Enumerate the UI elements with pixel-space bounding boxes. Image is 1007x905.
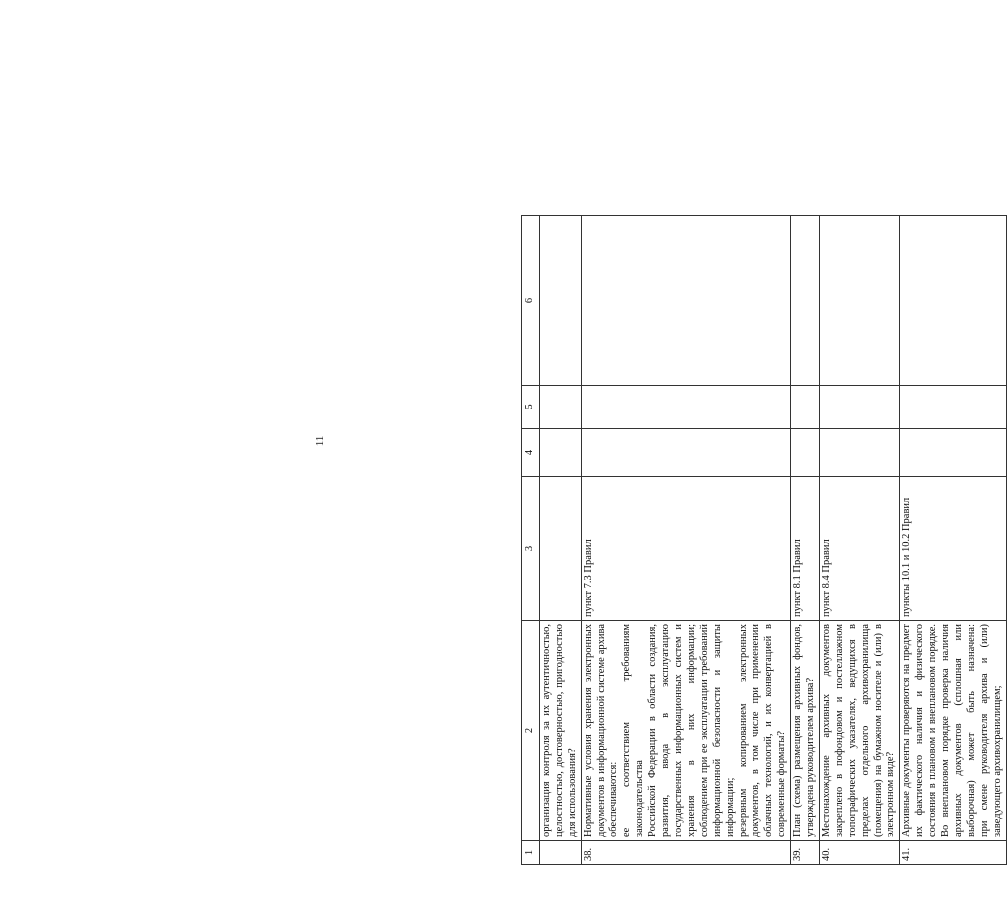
table-row: [819, 216, 899, 865]
requirement-line: обеспечиваются:: [608, 761, 620, 837]
requirement-line: выборочная) может быть назначена:: [965, 624, 977, 837]
row-number: 41.: [900, 841, 1006, 865]
requirement-line: государственных информационных систем и: [672, 624, 684, 837]
requirement-line: облачных технологий, и их конвертацией в: [763, 624, 775, 837]
requirement-line: их фактического наличия и физического: [914, 624, 926, 837]
row-legal-reference: пункты 10.1 и 10.2 Правил: [900, 477, 1006, 621]
requirement-line: Российской Федерации в области создания,: [647, 624, 659, 837]
answer-yes-cell: [900, 429, 1006, 477]
requirement-line: резервным копированием электронных: [737, 624, 749, 837]
requirement-line: организация контроля за их аутентичностью,: [540, 624, 552, 837]
requirement-line: документов, в том числе при применении: [750, 624, 762, 837]
answer-no-cell: [791, 386, 820, 429]
answer-yes-cell: [819, 429, 899, 477]
row-number: 40.: [819, 841, 899, 865]
requirement-line: Местонахождение архивных документов: [820, 624, 832, 837]
table-row: [539, 216, 581, 865]
requirement-line: соблюдением при ее эксплуатации требований: [698, 624, 710, 837]
row-legal-reference: пункт 8.4 Правил: [819, 477, 899, 621]
requirement-line: развития, ввода в эксплуатацию: [660, 624, 672, 837]
answer-no-cell: [819, 386, 899, 429]
answer-yes-cell: [539, 429, 581, 477]
inspection-table: [521, 215, 1007, 865]
row-legal-reference: [539, 477, 581, 621]
requirement-line: топографических указателях, ведущихся в: [846, 624, 858, 837]
row-requirement: [581, 621, 791, 841]
header-col-6: 6: [522, 216, 540, 386]
page-number: 11: [314, 435, 326, 447]
requirement-line: состояния в плановом и внеплановом порядке.: [927, 624, 939, 837]
row-requirement: [819, 621, 899, 841]
answer-yes-cell: [581, 429, 791, 477]
requirement-line: информационной безопасности и защиты: [711, 624, 723, 837]
row-legal-reference: пункт 7.3 Правил: [581, 477, 791, 621]
note-cell: [791, 216, 820, 386]
table-row: [900, 216, 1006, 865]
header-col-3: 3: [522, 477, 540, 621]
note-cell: [539, 216, 581, 386]
row-number: 39.: [791, 841, 820, 865]
note-cell: [819, 216, 899, 386]
header-col-5: 5: [522, 386, 540, 429]
requirement-line: архивных документов (сплошная или: [953, 624, 964, 837]
row-requirement: [900, 621, 1006, 841]
answer-yes-cell: [791, 429, 820, 477]
note-cell: [900, 216, 1006, 386]
requirement-line: информации;: [724, 777, 736, 837]
row-legal-reference: пункт 8.1 Правил: [791, 477, 820, 621]
answer-no-cell: [900, 386, 1006, 429]
note-cell: [581, 216, 791, 386]
requirement-line: при смене руководителя архива и (или): [978, 624, 990, 837]
requirement-line: заведующего архивохранилищем;: [991, 685, 1003, 837]
requirement-line: закреплено в пофондовом и постеллажном: [833, 624, 845, 837]
table-row: [791, 216, 820, 865]
row-number: [539, 841, 581, 865]
requirement-line: электронном виде?: [885, 751, 897, 837]
table-header: [522, 216, 540, 865]
requirement-line: целостностью, достоверностью, пригодностью: [553, 624, 565, 837]
row-number: 38.: [581, 841, 791, 865]
table-body: [539, 216, 1006, 865]
answer-no-cell: [539, 386, 581, 429]
requirement-line: ее соответствием требованиям законодательства: [621, 624, 646, 837]
requirement-line: Архивные документы проверяются на предмет: [901, 624, 913, 837]
row-requirement: [791, 621, 820, 841]
header-col-2: 2: [522, 621, 540, 841]
requirement-line: пределах отдельного архивохранилища: [859, 624, 871, 837]
answer-no-cell: [581, 386, 791, 429]
requirement-line: План (схема) размещения архивных фондов,: [792, 624, 804, 837]
requirement-line: для использования?: [566, 748, 578, 837]
table-row: [581, 216, 791, 865]
requirement-line: документов в информационной системе архива: [595, 624, 607, 837]
requirement-line: утверждена руководителем архива?: [805, 677, 817, 837]
document-sheet: [521, 215, 1003, 865]
requirement-line: (помещения) на бумажном носителе и (или) в: [872, 624, 884, 837]
requirement-line: хранения в них информации;: [685, 624, 697, 837]
row-requirement: [539, 621, 581, 841]
requirement-line: Нормативные условия хранения электронных: [582, 624, 594, 837]
header-col-4: 4: [522, 429, 540, 477]
requirement-line: современные форматы?: [776, 730, 788, 837]
requirement-line: Во внеплановом порядке проверка наличия: [940, 624, 952, 837]
header-col-1: 1: [522, 841, 540, 865]
